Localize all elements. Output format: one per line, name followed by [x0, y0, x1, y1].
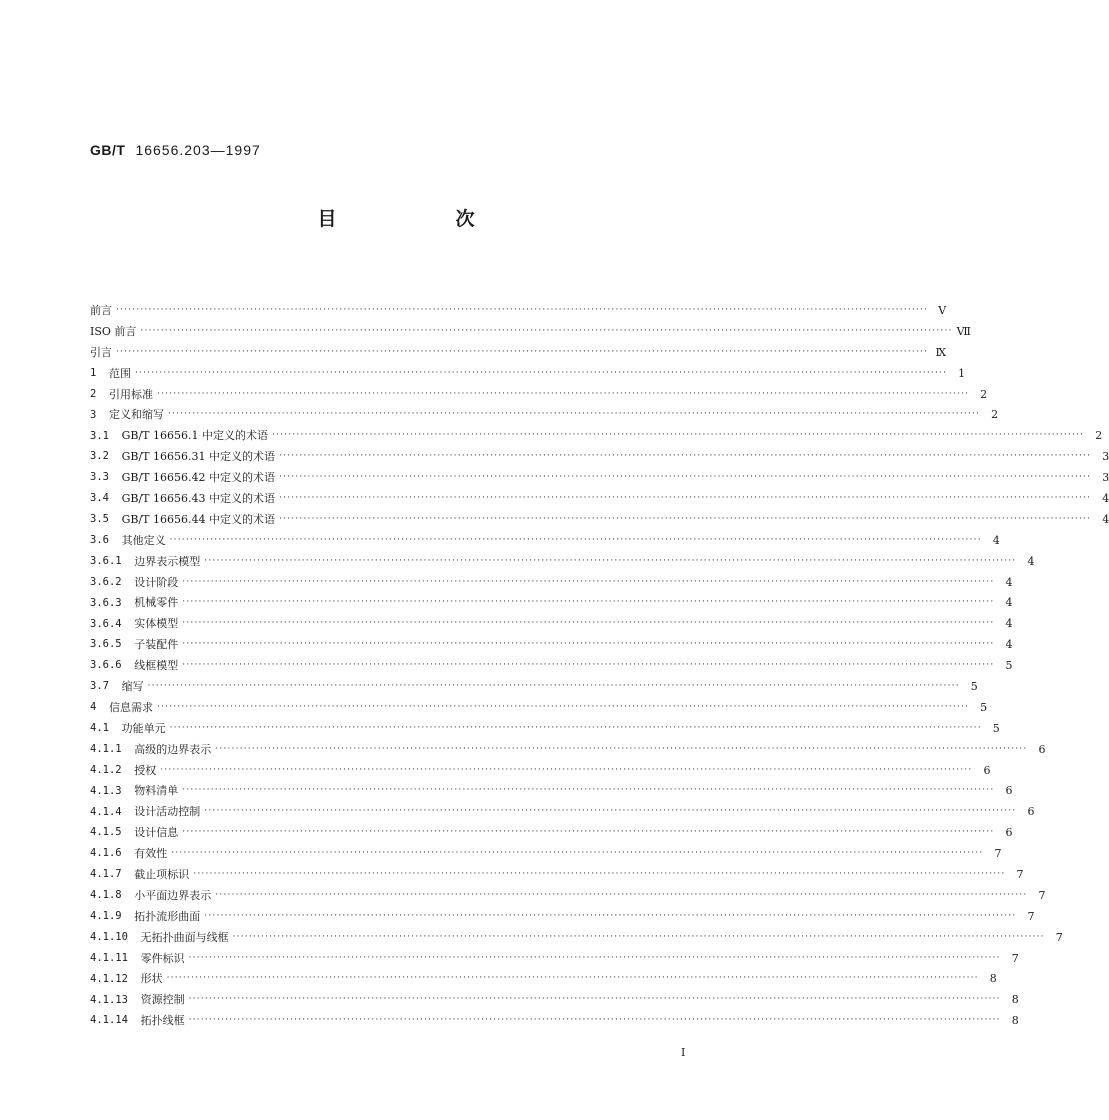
toc-entry-number: 4.1.10 — [90, 930, 141, 943]
toc-entry[interactable] — [90, 634, 1013, 655]
toc-entry-number: 4.1.3 — [90, 784, 135, 797]
toc-entry-page: 5 — [980, 700, 988, 714]
toc-entry-page: 4 — [1102, 512, 1109, 526]
toc-leader-dots: ········································································································································································································ — [116, 304, 929, 315]
toc-entry-label: 线框模型 — [134, 659, 179, 673]
toc-entry[interactable] — [90, 551, 1035, 572]
toc-leader-dots: ········································································································································································································ — [182, 827, 995, 838]
toc-entry-label: GB/T 16656.44 中定义的术语 — [121, 512, 276, 526]
toc-entry-page: Ⅸ — [935, 345, 947, 359]
toc-leader-dots: ········································································································································································································ — [147, 680, 960, 691]
toc-entry-page: 4 — [992, 533, 1000, 547]
toc-entry-page: 3 — [1102, 471, 1109, 485]
toc-entry-page: 3 — [1102, 450, 1109, 464]
toc-leader-dots: ········································································································································································································ — [182, 576, 995, 587]
toc-leader-dots: ········································································································································································································ — [182, 639, 995, 650]
toc-entry-number: 4.1.13 — [90, 993, 141, 1006]
toc-leader-dots: ········································································································································································································ — [215, 743, 1028, 754]
toc-leader-dots: ········································································································································································································ — [134, 367, 948, 378]
toc-entry-page: 4 — [1102, 491, 1109, 505]
standard-code: 16656.203—1997 — [135, 142, 261, 158]
toc-entry-number: 2 — [90, 387, 109, 400]
toc-leader-dots: ········································································································································································································ — [182, 597, 995, 608]
toc-entry-number: 4.1.12 — [90, 972, 141, 985]
toc-entry-page: 4 — [1005, 575, 1013, 589]
toc-entry-label: 无拓扑曲面与线框 — [140, 930, 229, 944]
toc-entry-label: 前言 — [90, 303, 112, 317]
toc-entry[interactable] — [90, 572, 1013, 593]
toc-entry-label: GB/T 16656.31 中定义的术语 — [121, 450, 276, 464]
toc-entry-label: 功能单元 — [121, 721, 166, 735]
toc-entry-label: 子装配件 — [134, 638, 179, 652]
toc-entry-number: 3.6.4 — [90, 617, 135, 630]
toc-entry-label: GB/T 16656.42 中定义的术语 — [121, 471, 276, 485]
toc-entry-label: 小平面边界表示 — [134, 888, 212, 902]
toc-entry-page: Ⅶ — [956, 324, 971, 338]
toc-entry-page: 2 — [991, 408, 999, 422]
toc-entry[interactable] — [90, 697, 988, 718]
toc-entry-page: 6 — [1027, 805, 1035, 819]
toc-leader-dots: ········································································································································································································ — [169, 534, 982, 545]
toc-entry[interactable] — [90, 613, 1013, 634]
toc-entry-label: 引用标准 — [108, 387, 153, 401]
toc-entry-number: 3.4 — [90, 492, 122, 505]
toc-entry-label: 形状 — [140, 972, 163, 986]
toc-entry-label: 资源控制 — [140, 993, 185, 1007]
toc-entry[interactable] — [90, 488, 1109, 509]
toc-entry[interactable] — [90, 969, 997, 990]
toc-entry[interactable] — [90, 321, 971, 342]
toc-entry-number: 3.6 — [90, 533, 122, 546]
toc-entry-number: 3.6.6 — [90, 659, 135, 672]
toc-entry[interactable] — [90, 592, 1013, 613]
toc-entry-number: 3.6.2 — [90, 575, 135, 588]
toc-leader-dots: ········································································································································································································ — [140, 325, 953, 336]
toc-entry[interactable] — [90, 467, 1109, 488]
toc-leader-dots: ········································································································································································································ — [182, 618, 995, 629]
toc-leader-dots: ········································································································································································································ — [279, 513, 1092, 524]
toc-entry[interactable] — [90, 425, 1103, 446]
toc-leader-dots: ········································································································································································································ — [188, 1015, 1001, 1026]
toc-entry[interactable] — [90, 363, 966, 384]
toc-entry-label: 零件标识 — [140, 951, 185, 965]
toc-entry-label: 设计信息 — [134, 826, 179, 840]
table-of-contents — [90, 300, 1109, 1031]
toc-entry-label: ISO 前言 — [90, 324, 137, 338]
toc-entry-number: 4.1.14 — [90, 1014, 141, 1027]
toc-leader-dots: ········································································································································································································ — [204, 806, 1017, 817]
toc-entry-number: 3.3 — [90, 471, 122, 484]
toc-entry-number: 4.1.9 — [90, 910, 135, 923]
toc-leader-dots: ········································································································································································································ — [193, 868, 1006, 879]
toc-entry[interactable] — [90, 780, 1013, 801]
toc-title: 目 次 — [317, 208, 525, 230]
toc-entry-page: 6 — [1005, 826, 1013, 840]
toc-entry-label: 引言 — [90, 345, 112, 359]
toc-leader-dots: ········································································································································································································ — [156, 388, 970, 399]
toc-entry-number: 4.1.7 — [90, 868, 135, 881]
toc-entry[interactable] — [90, 822, 1013, 843]
toc-entry[interactable] — [90, 342, 947, 363]
toc-entry[interactable] — [90, 864, 1024, 885]
toc-entry[interactable] — [90, 300, 947, 321]
document-header — [90, 142, 261, 158]
toc-entry[interactable] — [90, 718, 1000, 739]
toc-leader-dots: ········································································································································································································ — [182, 660, 995, 671]
toc-entry-page: 7 — [1038, 888, 1046, 902]
toc-leader-dots: ········································································································································································································ — [171, 848, 984, 859]
toc-entry[interactable] — [90, 1010, 1019, 1031]
toc-entry-label: 物料清单 — [134, 784, 179, 798]
toc-leader-dots: ········································································································································································································ — [204, 555, 1017, 566]
toc-entry-page: 2 — [1095, 429, 1103, 443]
toc-entry[interactable] — [90, 927, 1063, 948]
toc-entry-label: GB/T 16656.1 中定义的术语 — [121, 429, 269, 443]
toc-entry-page: 1 — [958, 366, 966, 380]
toc-leader-dots: ········································································································································································································ — [279, 492, 1092, 503]
toc-entry-number: 3.7 — [90, 680, 122, 693]
toc-entry-number: 4.1.8 — [90, 889, 135, 902]
toc-entry-number: 4.1.6 — [90, 847, 135, 860]
toc-entry-number: 3.6.1 — [90, 554, 135, 567]
toc-entry-number: 3.1 — [90, 429, 122, 442]
toc-entry-page: 8 — [1011, 993, 1019, 1007]
toc-entry-page: 6 — [983, 763, 991, 777]
toc-entry-number: 4.1.5 — [90, 826, 135, 839]
toc-entry[interactable] — [90, 509, 1109, 530]
toc-entry-page: 5 — [992, 721, 1000, 735]
toc-entry-page: 6 — [1005, 784, 1013, 798]
toc-leader-dots: ········································································································································································································ — [188, 952, 1001, 963]
toc-entry-page: 4 — [1005, 638, 1013, 652]
toc-entry-label: 截止项标识 — [134, 867, 190, 881]
toc-entry[interactable] — [90, 885, 1046, 906]
toc-leader-dots: ········································································································································································································ — [167, 409, 981, 420]
toc-entry-label: 设计活动控制 — [134, 805, 201, 819]
toc-entry-label: 授权 — [134, 763, 157, 777]
toc-entry-label: 拓扑流形曲面 — [134, 909, 201, 923]
toc-entry-number: 4.1.4 — [90, 805, 135, 818]
toc-entry-page: 5 — [1005, 659, 1013, 673]
toc-entry-page: 8 — [989, 972, 997, 986]
toc-leader-dots: ········································································································································································································ — [279, 472, 1092, 483]
toc-entry[interactable] — [90, 676, 978, 697]
toc-entry-label: 高级的边界表示 — [134, 742, 212, 756]
page-number: I — [681, 1046, 686, 1059]
toc-entry[interactable] — [90, 446, 1109, 467]
toc-leader-dots: ········································································································································································································ — [182, 785, 995, 796]
toc-entry-number: 4.1.11 — [90, 951, 141, 964]
toc-entry-number: 3.5 — [90, 513, 122, 526]
toc-entry[interactable] — [90, 801, 1035, 822]
toc-entry-label: 设计阶段 — [134, 575, 179, 589]
toc-entry-label: 边界表示模型 — [134, 554, 201, 568]
toc-entry[interactable] — [90, 989, 1019, 1010]
toc-entry-number: 4.1.1 — [90, 742, 135, 755]
toc-entry-page: 2 — [980, 387, 988, 401]
toc-entry-page: 7 — [1016, 867, 1024, 881]
toc-entry-page: 7 — [1055, 930, 1063, 944]
toc-entry[interactable] — [90, 843, 1002, 864]
toc-entry-page: 6 — [1038, 742, 1046, 756]
standard-prefix: GB/T — [90, 142, 126, 158]
toc-leader-dots: ········································································································································································································ — [169, 722, 982, 733]
toc-leader-dots: ········································································································································································································ — [160, 764, 973, 775]
toc-entry[interactable] — [90, 384, 988, 405]
toc-entry-label: GB/T 16656.43 中定义的术语 — [121, 491, 276, 505]
toc-entry-label: 有效性 — [134, 847, 168, 861]
toc-leader-dots: ········································································································································································································ — [188, 994, 1001, 1005]
toc-entry-number: 3.2 — [90, 450, 122, 463]
toc-entry[interactable] — [90, 906, 1035, 927]
toc-entry-number: 3.6.5 — [90, 638, 135, 651]
toc-leader-dots: ········································································································································································································ — [232, 931, 1045, 942]
toc-entry-number: 4.1.2 — [90, 763, 135, 776]
toc-entry-page: 4 — [1005, 596, 1013, 610]
toc-leader-dots: ········································································································································································································ — [272, 430, 1085, 441]
toc-entry-page: 5 — [970, 679, 978, 693]
toc-leader-dots: ········································································································································································································ — [156, 701, 970, 712]
toc-entry-page: 7 — [994, 847, 1002, 861]
toc-entry-number: 1 — [90, 366, 109, 379]
toc-entry-label: 拓扑线框 — [140, 1014, 185, 1028]
toc-leader-dots: ········································································································································································································ — [116, 346, 929, 357]
toc-entry-number: 3 — [90, 408, 109, 421]
toc-leader-dots: ········································································································································································································ — [279, 451, 1092, 462]
toc-entry-page: 4 — [1027, 554, 1035, 568]
toc-entry-page: Ⅴ — [938, 303, 947, 317]
toc-entry-number: 4.1 — [90, 722, 122, 734]
toc-entry-label: 机械零件 — [134, 596, 179, 610]
toc-entry[interactable] — [90, 760, 991, 781]
toc-entry-label: 实体模型 — [134, 617, 179, 631]
toc-entry-label: 缩写 — [121, 679, 144, 693]
toc-entry[interactable] — [90, 404, 999, 425]
toc-leader-dots: ········································································································································································································ — [215, 889, 1028, 900]
toc-leader-dots: ········································································································································································································ — [166, 973, 979, 984]
toc-entry-page: 7 — [1011, 951, 1019, 965]
toc-entry-label: 定义和缩写 — [108, 408, 164, 422]
toc-entry[interactable] — [90, 655, 1013, 676]
toc-entry-page: 8 — [1011, 1014, 1019, 1028]
toc-entry-page: 7 — [1027, 909, 1035, 923]
toc-entry-label: 范围 — [108, 366, 131, 380]
toc-entry[interactable] — [90, 530, 1000, 551]
toc-entry[interactable] — [90, 739, 1046, 760]
toc-entry-number: 4 — [90, 701, 109, 714]
toc-entry-page: 4 — [1005, 617, 1013, 631]
toc-entry-number: 3.6.3 — [90, 596, 135, 609]
toc-entry-label: 其他定义 — [121, 533, 166, 547]
toc-entry[interactable] — [90, 948, 1019, 969]
toc-entry-label: 信息需求 — [108, 700, 153, 714]
toc-leader-dots: ········································································································································································································ — [204, 910, 1017, 921]
